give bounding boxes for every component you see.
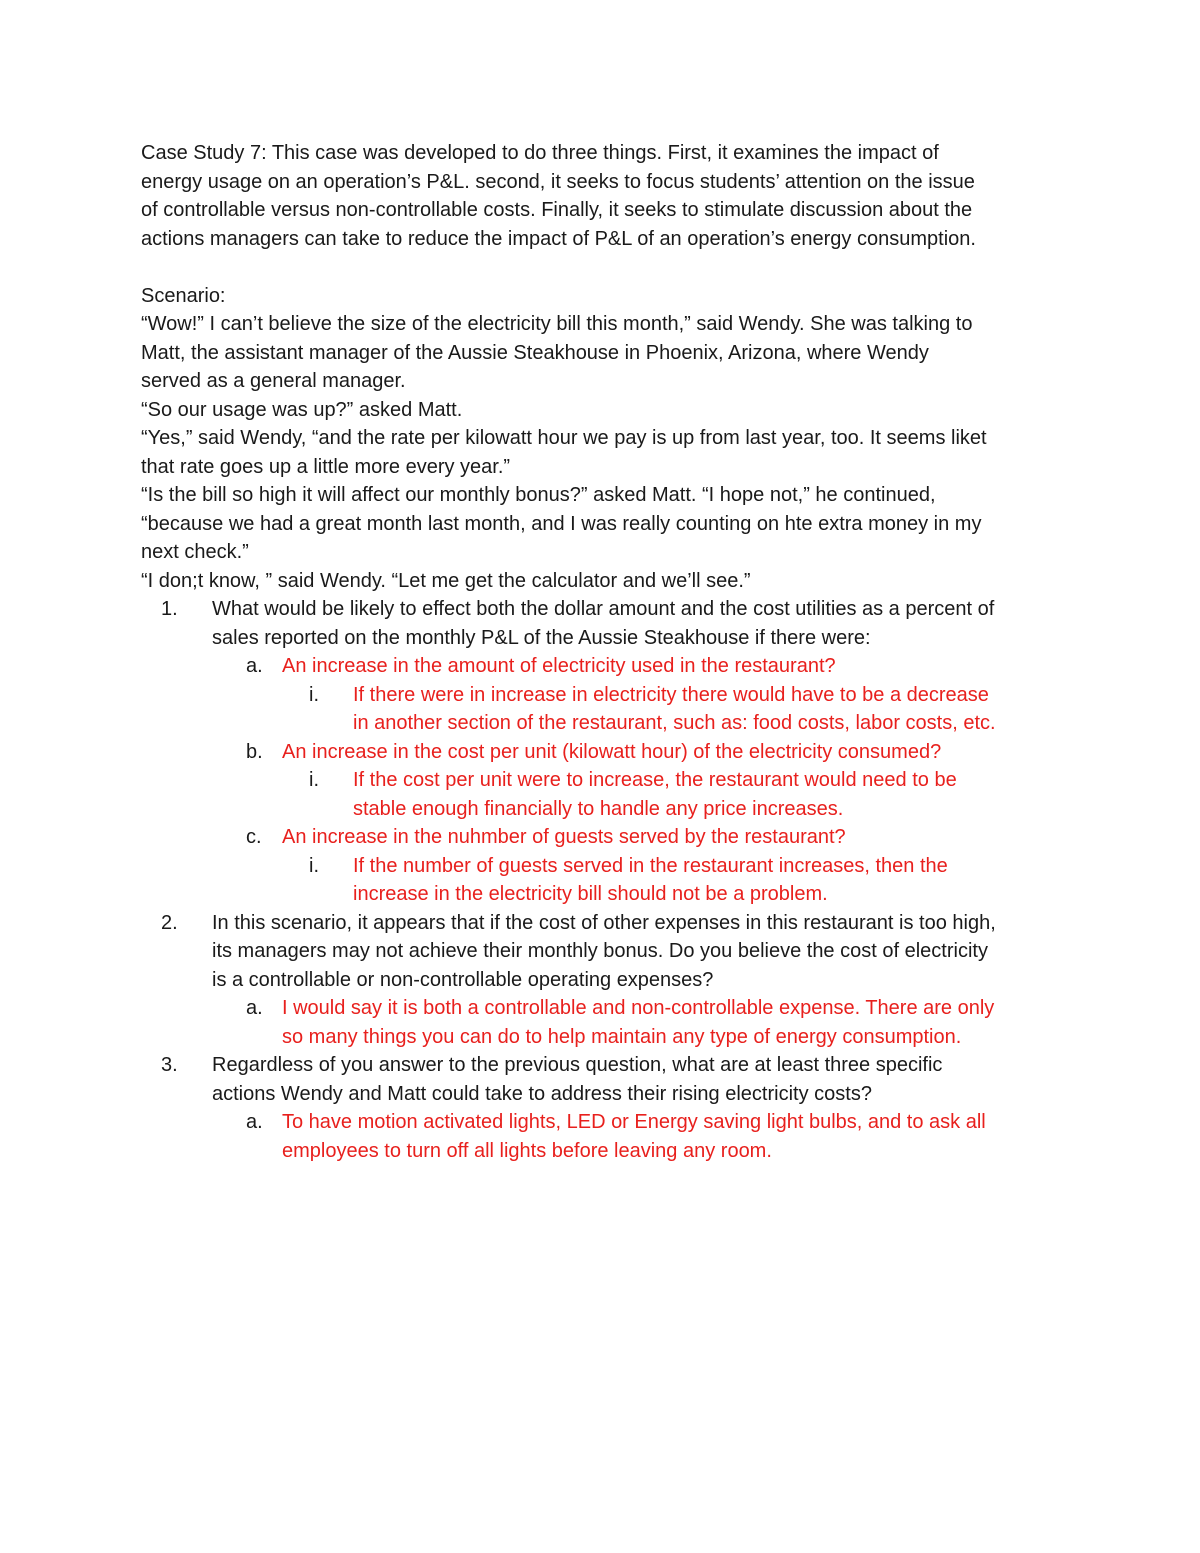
sub-answer-line: If there were in increase in electricity there would have to be a decrease: [353, 683, 989, 706]
question-line: Regardless of you answer to the previous question, what are at least three specific: [212, 1054, 943, 1076]
answer-letter: a.: [246, 655, 263, 677]
sub-answer-item: [141, 852, 1071, 909]
question-number: 2.: [161, 911, 178, 934]
sub-answer-numeral: i.: [309, 854, 319, 877]
answer-item: [141, 823, 1071, 852]
intro-line: of controllable versus non-controllable costs. Finally, it seeks to stimulate discussion about the: [141, 199, 973, 221]
question-line: What would be likely to effect both the dollar amount and the cost utilities as a percent of: [212, 598, 995, 620]
answer-line: so many things you can do to help maintain any type of energy consumption.: [282, 1025, 962, 1048]
intro-line: Case Study 7: This case was developed to do three things. First, it examines the impact of: [141, 142, 939, 164]
scenario-line: “Wow!” I can’t believe the size of the electricity bill this month,” said Wendy. She was talking to: [141, 313, 973, 335]
scenario-line: Matt, the assistant manager of the Aussie Steakhouse in Phoenix, Arizona, where Wendy: [141, 341, 929, 364]
scenario-line: “So our usage was up?” asked Matt.: [141, 398, 463, 421]
scenario-line: served as a general manager.: [141, 370, 406, 392]
answer-letter: b.: [246, 740, 263, 763]
question-line: actions Wendy and Matt could take to address their rising electricity costs?: [212, 1082, 872, 1105]
answer-item: [141, 994, 1071, 1051]
scenario-line: that rate goes up a little more every year.”: [141, 455, 511, 478]
sub-answer-line: stable enough financially to handle any price increases.: [353, 797, 844, 820]
answer-line: An increase in the amount of electricity used in the restaurant?: [282, 655, 836, 677]
sub-answer-item: [141, 681, 1071, 738]
sub-answer-numeral: i.: [309, 683, 319, 706]
intro-paragraph: [141, 139, 1071, 253]
document-page: [141, 139, 1071, 1165]
answer-line: employees to turn off all lights before leaving any room.: [282, 1139, 772, 1162]
question-item: [141, 909, 1071, 995]
answer-line: To have motion activated lights, LED or Energy saving light bulbs, and to ask all: [282, 1111, 986, 1133]
sub-answer-item: [141, 766, 1071, 823]
scenario-line: “because we had a great month last month, and I was really counting on hte extra money in my: [141, 512, 982, 535]
paragraph-spacer: [141, 253, 1071, 282]
answer-line: An increase in the cost per unit (kilowatt hour) of the electricity consumed?: [282, 740, 942, 763]
answer-item: [141, 1108, 1071, 1165]
sub-answer-line: increase in the electricity bill should not be a problem.: [353, 883, 828, 905]
sub-answer-line: If the cost per unit were to increase, the restaurant would need to be: [353, 769, 957, 791]
answer-item: [141, 652, 1071, 681]
answer-letter: c.: [246, 826, 262, 848]
scenario-line: “Is the bill so high it will affect our monthly bonus?” asked Matt. “I hope not,” he continued,: [141, 484, 936, 506]
answer-line: An increase in the nuhmber of guests served by the restaurant?: [282, 826, 846, 848]
answer-item: [141, 738, 1071, 767]
question-line: is a controllable or non-controllable operating expenses?: [212, 968, 714, 991]
question-line: its managers may not achieve their monthly bonus. Do you believe the cost of electricity: [212, 940, 988, 962]
question-item: [141, 595, 1071, 652]
sub-answer-line: If the number of guests served in the restaurant increases, then the: [353, 854, 948, 877]
sub-answer-line: in another section of the restaurant, such as: food costs, labor costs, etc.: [353, 712, 996, 734]
scenario-line: next check.”: [141, 541, 249, 563]
question-number: 1.: [161, 598, 178, 620]
question-item: [141, 1051, 1071, 1108]
question-line: In this scenario, it appears that if the cost of other expenses in this restaurant is too high,: [212, 911, 996, 934]
scenario-section: [141, 282, 1071, 596]
answer-letter: a.: [246, 997, 263, 1019]
question-line: sales reported on the monthly P&L of the Aussie Steakhouse if there were:: [212, 626, 871, 649]
intro-line: actions managers can take to reduce the impact of P&L of an operation’s energy consumption.: [141, 227, 976, 250]
scenario-line: “I don;t know, ” said Wendy. “Let me get the calculator and we’ll see.”: [141, 569, 751, 592]
scenario-line: “Yes,” said Wendy, “and the rate per kilowatt hour we pay is up from last year, too. It seems liket: [141, 427, 987, 449]
question-number: 3.: [161, 1054, 178, 1076]
sub-answer-numeral: i.: [309, 769, 319, 791]
question-list: [141, 595, 1071, 1165]
answer-letter: a.: [246, 1111, 263, 1133]
intro-line: energy usage on an operation’s P&L. second, it seeks to focus students’ attention on the issue: [141, 170, 975, 193]
scenario-heading: Scenario:: [141, 284, 226, 307]
answer-line: I would say it is both a controllable and non-controllable expense. There are only: [282, 997, 995, 1019]
